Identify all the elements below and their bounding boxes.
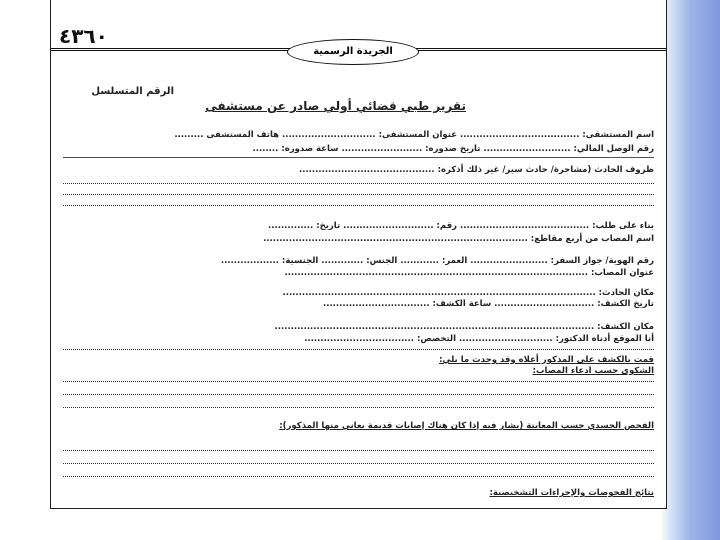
serial-number-label: الرقم المتسلسل [91,86,174,97]
request-row: بناء على طلب: ........................................ رقم: ............................ تاريخ: .............. [268,221,654,231]
divider [63,157,654,158]
dotted-line [63,349,654,350]
dotted-line [63,476,654,477]
exam-date-row: تاريخ الكشف: ............................... ساعة الكشف: ................................. [323,299,654,309]
incident-place-row: مكان الحادث: ................................................................................................. [282,288,654,298]
physical-exam-heading: الفحص الجسدي حسب المعاينة (يشار فيه إذا كان هناك إصابات قديمة يعاني منها المذكور): [279,421,654,431]
gazette-label: الجريدة الرسمية [287,39,419,65]
injured-name-row: اسم المصاب من أربع مقاطع: .................................................................................. [263,234,654,244]
dotted-line [63,407,654,408]
dotted-line [63,450,654,451]
page-number: ٤٣٦٠ [59,24,108,48]
dotted-line [63,205,654,206]
id-info-row: رقم الهوية/ جواز السفر: ........................ العمر: ............ الجنس: ............. الجنسية: .................. [220,256,654,266]
hospital-name-row: اسم المستشفى: ..................................... عنوان المستشفى: ............................. هاتف المستشفى ......... [174,130,654,140]
dotted-line [63,394,654,395]
test-results-heading: نتائج الفحوصات والإجراءات التشخيصية: [489,488,654,498]
dotted-line [63,183,654,184]
injured-address-row: عنوان المصاب: .............................................................................................. [284,268,654,278]
dotted-line [63,194,654,195]
complaint-heading: الشكوى حسب ادعاء المصاب: [532,366,654,376]
incident-circumstances-row: ظروف الحادث (مشاجرة/ حادث سير/ غير ذلك أذكره: .......................................... [299,165,654,175]
dotted-line [63,463,654,464]
form-page [50,0,667,509]
doctor-row: أنا الموقع أدناه الدكتور: ............................. التخصص: .................................. [304,334,654,344]
dotted-line [63,381,654,382]
findings-heading: قمت بالكشف على المذكور أعلاه وقد وجدت ما يلي: [439,355,654,365]
report-title: تقرير طبي قضائي أولي صادر عن مستشفى [205,99,466,113]
receipt-number-row: رقم الوصل المالي: ........................... تاريخ صدوره: ......................... ساعة صدوره: ........ [252,144,654,154]
exam-place-row: مكان الكشف: ................................................................................................... [274,322,654,332]
